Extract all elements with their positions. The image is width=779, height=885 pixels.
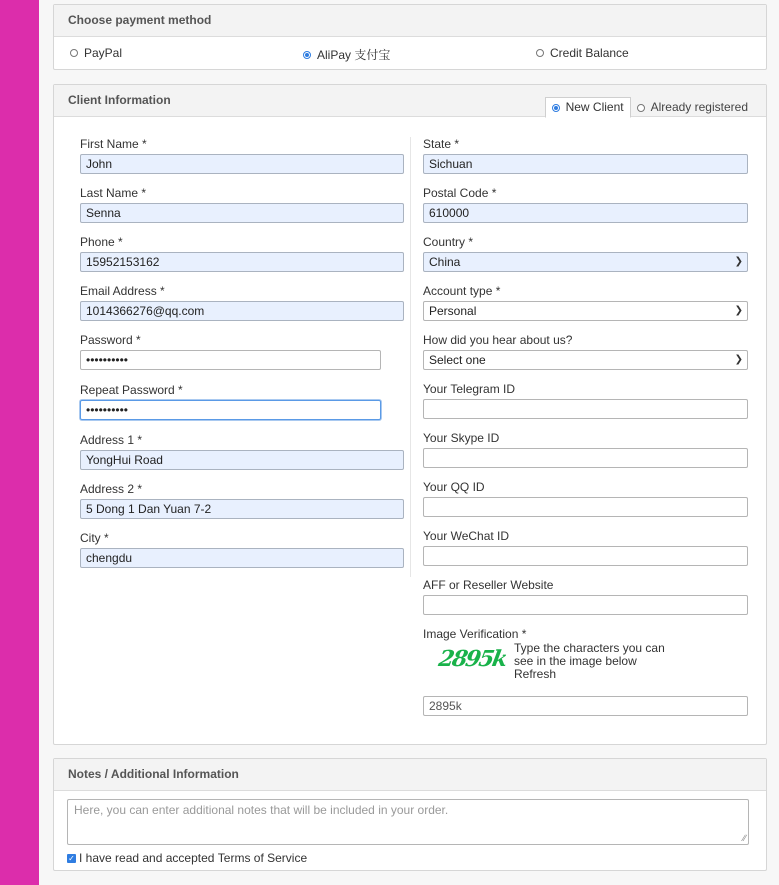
address2-field	[80, 482, 404, 519]
captcha-instructions	[514, 642, 674, 681]
account-type-field	[423, 284, 748, 321]
postal-code-label: Postal Code *	[423, 186, 497, 200]
radio-selected-icon[interactable]	[303, 51, 311, 59]
notes-textarea[interactable]	[67, 799, 749, 845]
wechat-id-input[interactable]	[423, 546, 748, 566]
repeat-password-label: Repeat Password *	[80, 383, 183, 397]
skype-id-input[interactable]	[423, 448, 748, 468]
tab-label: New Client	[565, 100, 624, 114]
address1-input[interactable]: YongHui Road	[80, 450, 404, 470]
notes-panel	[53, 758, 767, 871]
payment-option-label: Credit Balance	[550, 46, 629, 60]
account-type-select[interactable]	[423, 301, 748, 321]
city-input[interactable]: chengdu	[80, 548, 404, 568]
aff-website-input[interactable]	[423, 595, 748, 615]
first-name-label: First Name *	[80, 137, 147, 151]
radio-icon[interactable]	[637, 104, 645, 112]
referral-source-label: How did you hear about us?	[423, 333, 573, 347]
repeat-password-field	[80, 383, 381, 420]
skype-id-label: Your Skype ID	[423, 431, 500, 445]
client-information-panel	[53, 84, 767, 745]
radio-icon[interactable]	[70, 49, 78, 57]
qq-id-input[interactable]	[423, 497, 748, 517]
telegram-id-field	[423, 382, 748, 419]
payment-method-title: Choose payment method	[54, 5, 766, 37]
aff-website-label: AFF or Reseller Website	[423, 578, 554, 592]
first-name-field	[80, 137, 404, 174]
captcha-refresh-link[interactable]: Refresh	[514, 667, 557, 681]
qq-id-label: Your QQ ID	[423, 480, 485, 494]
country-selected-value: China	[429, 255, 461, 269]
referral-source-field	[423, 333, 748, 370]
skype-id-field	[423, 431, 748, 468]
last-name-field	[80, 186, 404, 223]
postal-code-input[interactable]: 610000	[423, 203, 748, 223]
radio-icon[interactable]	[536, 49, 544, 57]
repeat-password-input[interactable]: ••••••••••	[80, 400, 381, 420]
notes-title: Notes / Additional Information	[54, 759, 766, 791]
referral-source-selected-value: Select one	[429, 353, 486, 367]
notes-placeholder: Here, you can enter additional notes that will be included in your order.	[74, 803, 449, 817]
phone-field	[80, 235, 404, 272]
checkout-content	[39, 0, 779, 885]
address1-field	[80, 433, 404, 470]
address2-input[interactable]: 5 Dong 1 Dan Yuan 7-2	[80, 499, 404, 519]
captcha-image: 2895k	[436, 646, 508, 672]
qq-id-field	[423, 480, 748, 517]
tab-label: Already registered	[650, 100, 748, 114]
payment-option-alipay[interactable]	[303, 46, 390, 63]
country-select[interactable]	[423, 252, 748, 272]
phone-label: Phone *	[80, 235, 123, 249]
country-label: Country *	[423, 235, 474, 249]
state-input[interactable]: Sichuan	[423, 154, 748, 174]
email-label: Email Address *	[80, 284, 165, 298]
tos-text: I have read and accepted	[79, 851, 218, 865]
chevron-down-icon: ❯	[734, 305, 743, 316]
telegram-id-input[interactable]	[423, 399, 748, 419]
image-verification-label: Image Verification *	[423, 627, 527, 641]
password-label: Password *	[80, 333, 141, 347]
chevron-down-icon: ❯	[734, 354, 743, 365]
address1-label: Address 1 *	[80, 433, 143, 447]
captcha-answer-field	[423, 696, 748, 716]
account-type-selected-value: Personal	[429, 304, 477, 318]
payment-option-paypal[interactable]	[70, 46, 122, 60]
payment-option-credit-balance[interactable]	[536, 46, 629, 60]
wechat-id-label: Your WeChat ID	[423, 529, 510, 543]
chevron-down-icon: ❯	[734, 256, 743, 267]
city-field	[80, 531, 404, 568]
payment-option-label: AliPay 支付宝	[317, 48, 391, 62]
client-information-title: Client Information	[54, 85, 766, 117]
phone-input[interactable]: 15952153162	[80, 252, 404, 272]
tab-new-client[interactable]	[545, 97, 631, 118]
last-name-label: Last Name *	[80, 186, 147, 200]
email-input[interactable]: 1014366276@qq.com	[80, 301, 404, 321]
referral-source-select[interactable]	[423, 350, 748, 370]
captcha-instructions-text: Type the characters you can see in the image below	[514, 641, 665, 668]
password-field	[80, 333, 381, 370]
last-name-input[interactable]: Senna	[80, 203, 404, 223]
password-input[interactable]: ••••••••••	[80, 350, 381, 370]
payment-method-panel	[53, 4, 767, 70]
city-label: City *	[80, 531, 109, 545]
left-accent-bar	[0, 0, 39, 885]
aff-website-field	[423, 578, 748, 615]
terms-of-service-link[interactable]: Terms of Service	[217, 851, 308, 865]
country-field	[423, 235, 748, 272]
wechat-id-field	[423, 529, 748, 566]
radio-selected-icon[interactable]	[552, 104, 560, 112]
email-field	[80, 284, 404, 321]
captcha-input[interactable]: 2895k	[423, 696, 748, 716]
postal-code-field	[423, 186, 748, 223]
client-type-tabs	[545, 97, 754, 118]
telegram-id-label: Your Telegram ID	[423, 382, 516, 396]
checkbox-checked-icon[interactable]: ✓	[68, 853, 75, 863]
payment-option-label: PayPal	[84, 46, 123, 60]
first-name-input[interactable]: John	[80, 154, 404, 174]
tab-already-registered[interactable]	[631, 97, 754, 118]
column-divider	[410, 137, 411, 577]
address2-label: Address 2 *	[80, 482, 143, 496]
state-field	[423, 137, 748, 174]
tos-agreement[interactable]	[67, 851, 307, 865]
resize-handle-icon[interactable]: ∕∕	[742, 833, 746, 843]
account-type-label: Account type *	[423, 284, 501, 298]
state-label: State *	[423, 137, 460, 151]
